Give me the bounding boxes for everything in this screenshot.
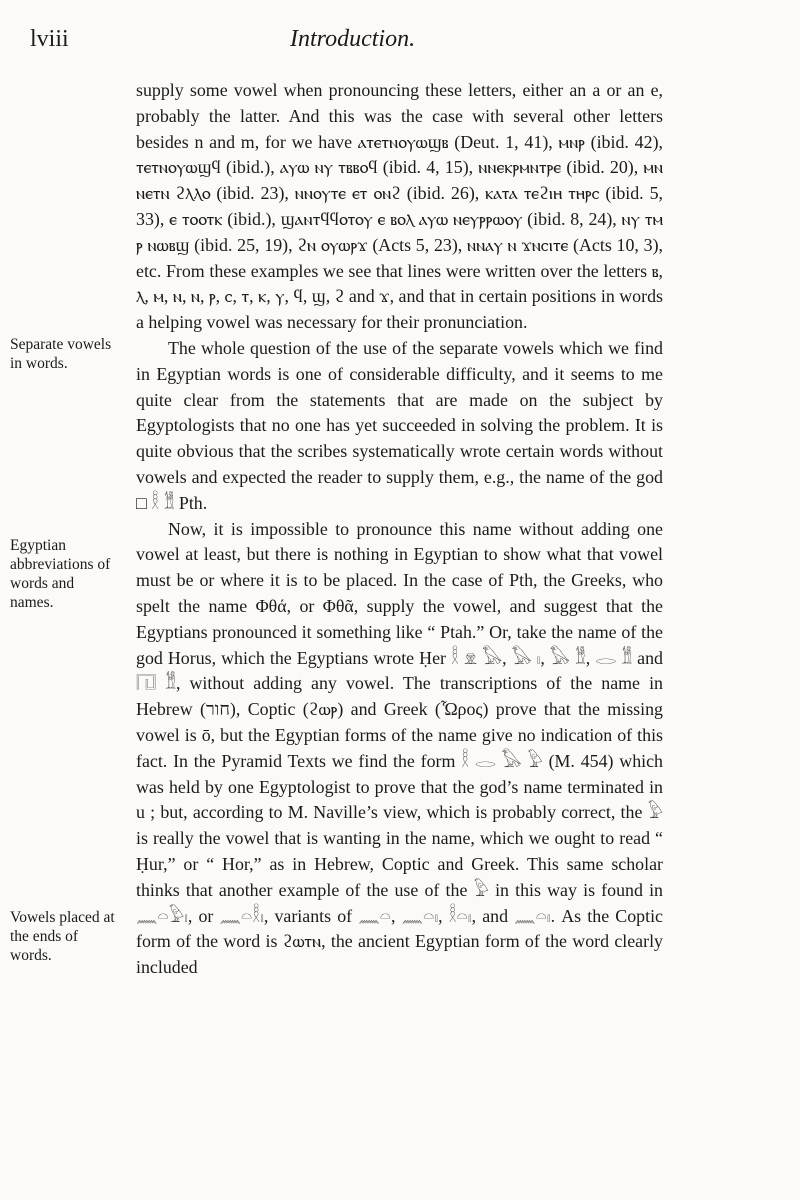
paragraph: supply some vowel when pronouncing these letters, either an a or an e, probably the latter. And this was the case with several other letters besides n and m, for we have ⲁⲧⲉⲧⲛⲟⲩⲱϣⲃ (Deut. 1, 41), ⲙⲛⲣ (ibid. 42), ⲧⲉⲧⲛⲟⲩⲱϣϥ (ibid.), ⲁⲩⲱ ⲛⲩ ⲧⲃⲃⲟϥ (ibid. 4, 15), ⲛⲛⲉⲕⲣⲙⲛⲧⲣⲉ (ibid. 20), ⲙⲛ ⲛⲉⲧⲛ ϩⲗⲗⲟ (ibid. 23), ⲛⲛⲟⲩⲧⲉ ⲉⲧ ⲟⲛϩ (ibid. 26), ⲕⲁⲧⲁ ⲧⲉϩⲓⲏ ⲧⲏⲣⲥ (ibid. 5, 33), ⲉ ⲧⲟⲟⲧⲕ (ibid.), ϣⲁⲛⲧϥϥⲟⲧⲟⲩ ⲉ ⲃⲟⲗ ⲁⲩⲱ ⲛⲉⲩⲣⲣⲱⲟⲩ (ibid. 8, 24), ⲛⲩ ⲧⲙ ⲣ ⲛⲱⲃϣ (ibid. 25, 19), ϩⲛ ⲟⲩⲱⲣϫ (Acts 5, 23), ⲛⲛⲁⲩ ⲛ ϫⲛⲥⲓⲧⲉ (Acts 10, 3), etc. From these examples we see that lines were written over the letters ⲃ, ⲗ, ⲙ, ⲛ, ⲛ, ⲣ, ⲥ, ⲧ, ⲕ, ⲩ, ϥ, ϣ, ϩ and ϫ, and that in certain positions in words a helping vowel was necessary for their pronunciation. [136, 80, 663, 333]
paragraph: Now, it is impossible to pronounce this name without adding one vowel at least, but there is nothing in Egyptian to show what that vowel must be or where it is to be placed. In the case of Pth, the Greeks, who spelt the name Φθά, or Φθᾶ, supply the vowel, and suggest that the Egyptians pronounced it something like “ Ptah.” Or, take the name of the god Horus, which the Egyptians wrote Ḥer 𓎛 𓁷 𓅃, 𓅃 𓏤, 𓅃 𓁰, 𓂋 𓁰 and 𓉔 𓁰, without adding any vowel. The transcriptions of the name in Hebrew (חור), Coptic (ϩⲱⲣ) and Greek (Ὧρος) prove that the missing vowel is ō, but the Egyptian forms of the name give no indication of this fact. In the Pyramid Texts we find the form 𓎛 𓂋 𓅃 𓅱 (M. 454) which was held by one Egyptologist to prove that the god’s name terminated in u ; but, according to M. Naville’s view, which is probably correct, the 𓅱 is really the vowel that is wanting in the name, which we ought to read “ Ḥur,” or “ Hor,” as in Hebrew, Coptic and Greek. This same scholar thinks that another example of the use of the 𓅱 in this way is found in 𓈖𓏏𓅱𓏤, or 𓈖𓏏𓎛𓏤, variants of 𓈖𓏏, 𓈖𓏏𓏤, 𓎛𓏏𓏤, and 𓈖𓏏𓏤. As the Coptic form of the word is ϩⲱⲧⲛ, the ancient Egyptian form of the word clearly included [136, 518, 663, 978]
margin-note-abbreviations: Egyptian abbreviations of words and names. [10, 537, 111, 611]
running-header [30, 26, 682, 66]
body-text [136, 78, 663, 981]
page-number: lviii [30, 26, 69, 52]
margin-note-separate-vowels: Separate vowels in words. [10, 336, 112, 372]
paragraph: The whole question of the use of the separate vowels which we find in Egyptian words is one of considerable difficulty, and it seems to me quite clear from the statements that are made on the subject by Egyptologists that no one has yet succeeded in solving the problem. It is quite obvious that the scribes systematically wrote certain words without vowels and expected the reader to supply them, e.g., the name of the god □ 𓎛 𓁰 Pth. [136, 337, 663, 513]
running-title: Introduction. [290, 26, 416, 52]
margin-note-vowels-at-ends: Vowels placed at the ends of words. [10, 909, 115, 964]
